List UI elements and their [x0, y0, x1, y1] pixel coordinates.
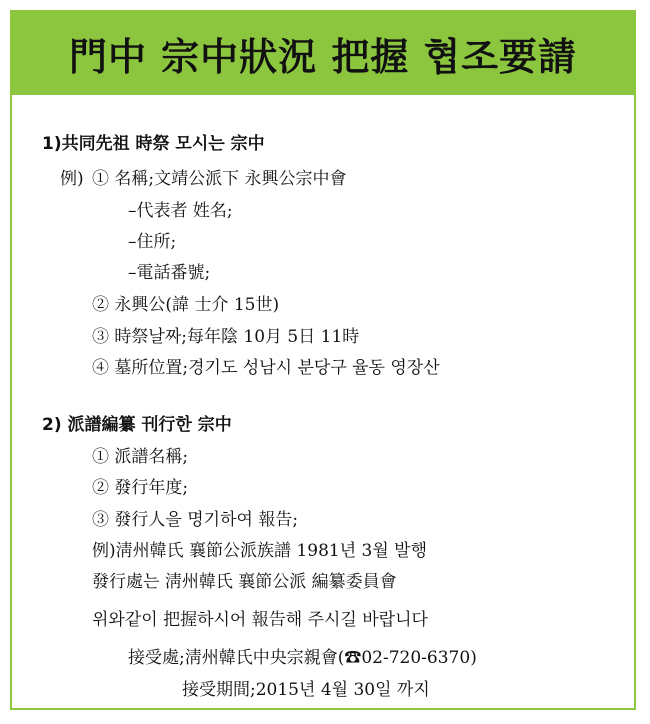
page-title: 門中 宗中狀況 把握 협조要請 — [68, 35, 578, 79]
notice-body — [12, 95, 634, 708]
contact-receiver: 接受處;淸州韓氏中央宗親會(☎02-720-6370) — [128, 648, 477, 668]
section1-sub-representative: –代表者 姓名; — [128, 201, 233, 221]
section1-sub-address: –住所; — [128, 232, 177, 252]
notice-frame — [10, 10, 636, 710]
section2-item3: ③ 發行人을 명기하여 報告; — [92, 510, 299, 530]
section2-item2: ② 發行年度; — [92, 478, 189, 498]
section1-item2: ② 永興公(諱 士介 15世) — [92, 295, 280, 315]
section1-item4: ④ 墓所位置;경기도 성남시 분당구 율동 영장산 — [92, 358, 440, 378]
section2-example2: 發行處는 淸州韓氏 襄節公派 編纂委員會 — [92, 572, 397, 592]
section1-heading: 1)共同先祖 時祭 모시는 宗中 — [42, 134, 265, 154]
section2-item1: ① 派譜名稱; — [92, 447, 189, 467]
closing-request: 위와같이 把握하시어 報告해 주시길 바랍니다 — [92, 610, 428, 630]
title-banner — [12, 12, 634, 95]
section1-item3: ③ 時祭날짜;每年陰 10月 5日 11時 — [92, 327, 360, 347]
section2-heading: 2) 派譜編纂 刊行한 宗中 — [42, 415, 232, 435]
section1-item1: ① 名稱;文靖公派下 永興公宗中會 — [92, 169, 347, 189]
section2-example1: 例)淸州韓氏 襄節公派族譜 1981년 3월 발행 — [92, 541, 428, 561]
section1-example-prefix: 例) — [60, 169, 84, 189]
contact-period: 接受期間;2015년 4월 30일 까지 — [182, 680, 430, 700]
section1-sub-phone: –電話番號; — [128, 263, 211, 283]
